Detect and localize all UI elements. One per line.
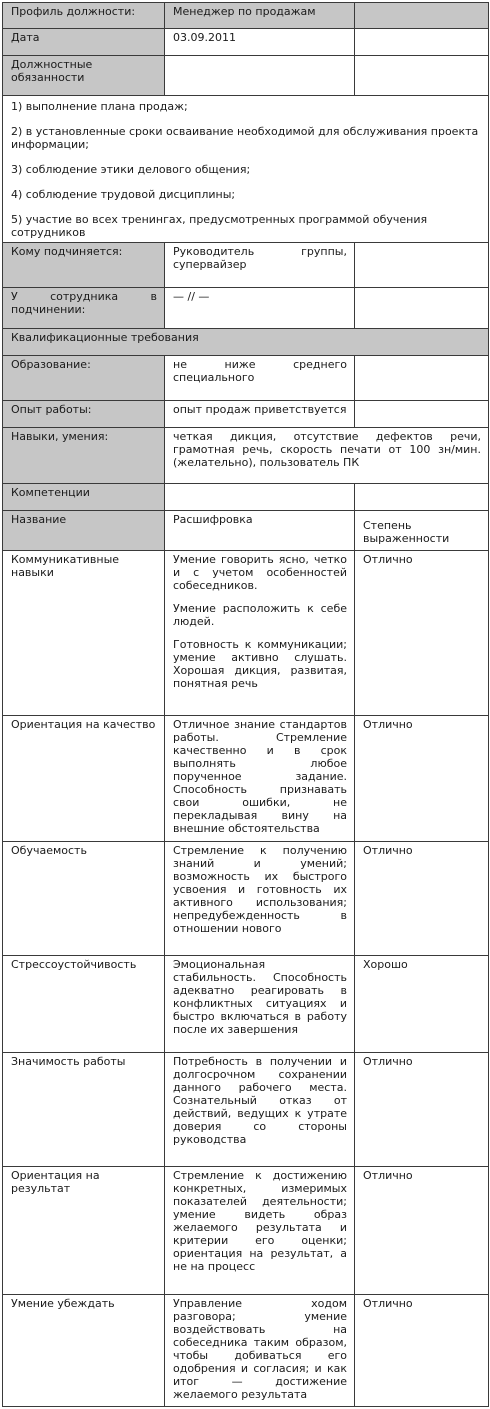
competency-name: Стрессоустойчивость <box>3 956 165 1053</box>
subordinates-value: — // — <box>165 288 355 329</box>
empty-cell <box>355 356 489 401</box>
competencies-header-row <box>3 484 489 511</box>
competency-level: Отлично <box>355 551 489 716</box>
profile-value: Менеджер по продажам <box>165 3 355 29</box>
column-header-name: Название <box>3 511 165 551</box>
skills-label: Навыки, умения: <box>3 428 165 484</box>
subordinates-row <box>3 288 489 329</box>
empty-cell <box>355 243 489 288</box>
profile-row <box>3 3 489 29</box>
competency-description: Эмоциональная стабильность. Способность адекватно реагировать в конфликтных ситуациях и быстро включаться в работу после их завершения <box>165 956 355 1053</box>
competency-description <box>165 551 355 716</box>
competency-description: Управление ходом разговора; умение воздействовать на собеседника таким образом, чтобы добиваться его одобрения и согласия; и как итог — достижение желаемого результата <box>165 1295 355 1407</box>
competency-level: Хорошо <box>355 956 489 1053</box>
empty-cell <box>355 3 489 29</box>
competency-level: Отлично <box>355 1053 489 1167</box>
column-header-description: Расшифровка <box>165 511 355 551</box>
empty-cell <box>165 484 355 511</box>
empty-cell <box>355 56 489 96</box>
reports-to-label: Кому подчиняется: <box>3 243 165 288</box>
description-paragraph: Умение говорить ясно, четко и с учетом особенностей собеседников. <box>173 553 347 592</box>
competency-description: Стремление к получению знаний и умений; возможность их быстрого усвоения и готовность их активного использования; непредубежденность в отношении нового <box>165 842 355 956</box>
competency-name: Коммуникативные навыки <box>3 551 165 716</box>
competency-name: Значимость работы <box>3 1053 165 1167</box>
competency-row <box>3 842 489 956</box>
column-header-level: Степень выраженности <box>355 511 489 551</box>
competency-name: Обучаемость <box>3 842 165 956</box>
competency-row <box>3 551 489 716</box>
experience-label: Опыт работы: <box>3 401 165 428</box>
duties-list <box>3 96 489 243</box>
duty-item: 5) участие во всех тренингах, предусмотренных программой обучения сотрудников <box>11 213 428 239</box>
empty-cell <box>355 484 489 511</box>
education-row <box>3 356 489 401</box>
competency-row <box>3 1167 489 1295</box>
subordinates-label: У сотрудника в подчинении: <box>3 288 165 329</box>
competency-level: Отлично <box>355 842 489 956</box>
description-paragraph: Умение расположить к себе людей. <box>173 602 347 628</box>
competency-level: Отлично <box>355 1295 489 1407</box>
duty-item: 3) соблюдение этики делового общения; <box>11 163 251 176</box>
skills-value: четкая дикция, отсутствие дефектов речи, грамотная речь, скорость печати от 100 зн/мин. (желательно), пользователь ПК <box>165 428 489 484</box>
duty-item: 4) соблюдение трудовой дисциплины; <box>11 188 236 201</box>
experience-row <box>3 401 489 428</box>
duty-item: 2) в установленные сроки осваивание необходимой для обслуживания проекта информации; <box>11 125 479 151</box>
competency-level: Отлично <box>355 716 489 842</box>
competency-description: Стремление к достижению конкретных, измеримых показателей деятельности; умение видеть образ желаемого результата и критерии его оценки; ориентация на результат, а не на процесс <box>165 1167 355 1295</box>
profile-label: Профиль должности: <box>3 3 165 29</box>
duties-row <box>3 96 489 243</box>
competencies-title: Компетенции <box>3 484 165 511</box>
education-value: не ниже среднего специального <box>165 356 355 401</box>
reports-to-row <box>3 243 489 288</box>
duties-header-row <box>3 56 489 96</box>
competency-row <box>3 1053 489 1167</box>
competencies-columns-row <box>3 511 489 551</box>
duties-label: Должностные обязанности <box>3 56 165 96</box>
qualification-header-row <box>3 329 489 356</box>
date-value: 03.09.2011 <box>165 29 355 56</box>
reports-to-value: Руководитель группы, супервайзер <box>165 243 355 288</box>
education-label: Образование: <box>3 356 165 401</box>
competency-level: Отлично <box>355 1167 489 1295</box>
date-row <box>3 29 489 56</box>
job-profile-table <box>2 2 489 1407</box>
empty-cell <box>355 288 489 329</box>
competency-row <box>3 1295 489 1407</box>
empty-cell <box>355 401 489 428</box>
competency-row <box>3 956 489 1053</box>
duty-item: 1) выполнение плана продаж; <box>11 100 188 113</box>
qualification-title: Квалификационные требования <box>3 329 489 356</box>
competency-name: Умение убеждать <box>3 1295 165 1407</box>
skills-row <box>3 428 489 484</box>
empty-cell <box>355 29 489 56</box>
competency-name: Ориентация на качество <box>3 716 165 842</box>
competency-name: Ориентация на результат <box>3 1167 165 1295</box>
competency-description: Потребность в получении и долгосрочном сохранении данного рабочего места. Сознательный отказ от действий, ведущих к утрате доверия со стороны руководства <box>165 1053 355 1167</box>
description-paragraph: Готовность к коммуникации; умение активно слушать. Хорошая дикция, развитая, понятная речь <box>173 638 347 690</box>
competency-description: Отличное знание стандартов работы. Стремление качественно и в срок выполнять любое порученное задание. Способность признавать свои ошибки, не перекладывая вину на внешние обстоятельства <box>165 716 355 842</box>
empty-cell <box>165 56 355 96</box>
experience-value: опыт продаж приветствуется <box>165 401 355 428</box>
competency-row <box>3 716 489 842</box>
date-label: Дата <box>3 29 165 56</box>
